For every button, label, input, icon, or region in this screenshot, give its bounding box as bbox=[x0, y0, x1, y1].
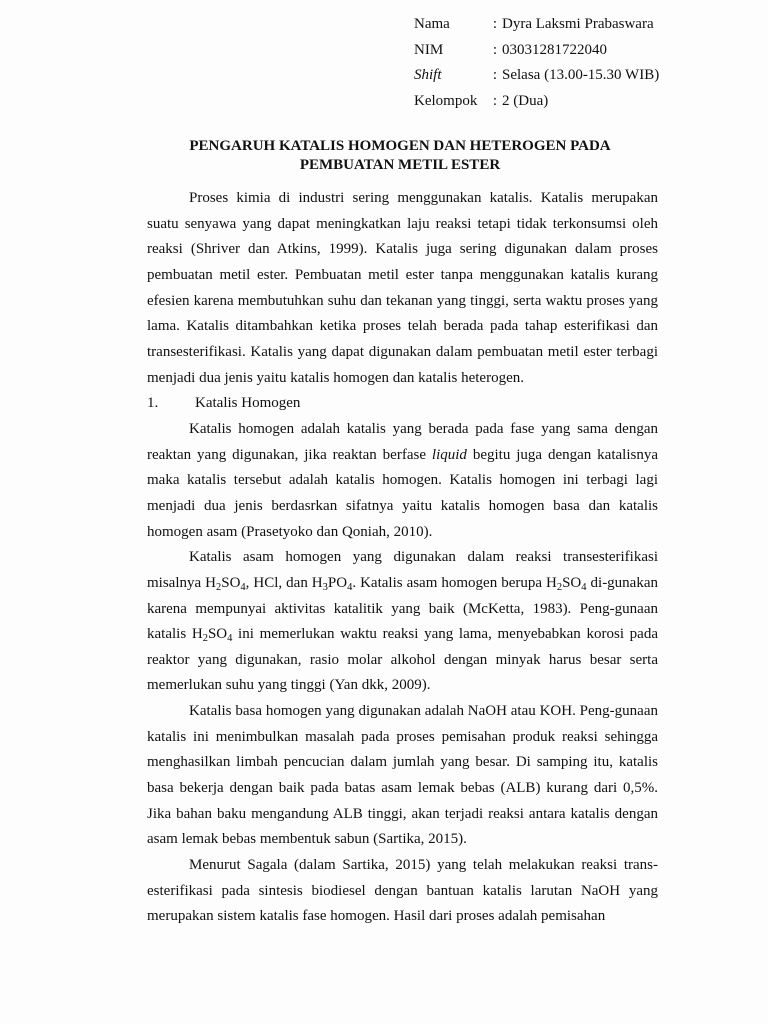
subscript: 4 bbox=[240, 581, 246, 593]
subscript: 4 bbox=[581, 581, 587, 593]
document-body bbox=[147, 186, 658, 930]
text-run: SO bbox=[207, 626, 228, 643]
subscript: 2 bbox=[202, 633, 208, 645]
info-row-nim bbox=[414, 38, 659, 64]
info-value: 03031281722040 bbox=[502, 41, 607, 58]
section-number: 1. bbox=[147, 395, 159, 412]
document-title bbox=[150, 137, 650, 175]
info-separator: : bbox=[492, 92, 498, 109]
info-row-nama bbox=[414, 12, 659, 38]
info-separator: : bbox=[492, 67, 498, 83]
subscript: 2 bbox=[556, 581, 563, 593]
info-value: 2 (Dua) bbox=[502, 92, 549, 109]
info-value: Dyra Laksmi Prabaswara bbox=[502, 16, 654, 32]
paragraph-base-catalyst: Katalis basa homogen yang digunakan adalah NaOH atau KOH. Peng-gunaan katalis ini menimbulkan masalah pada proses pemisahan produk reaksi sehingga menghasilkan limbah pencucian dalam jumlah yang besar. Di samping itu, katalis basa bekerja dengan baik pada batas asam lemak bebas (ALB) kurang dari 0,5%. Jika bahan baku mengandung ALB tinggi, akan terjadi reaksi antara katalis dengan asam lemak bebas membentuk sabun (Sartika, 2015). bbox=[147, 703, 658, 848]
info-label: Nama bbox=[414, 16, 450, 32]
text-run: SO bbox=[562, 574, 582, 591]
text-run: Katalis asam homogen yang digunakan dalam reaksi transesterifikasi misalnya H bbox=[147, 549, 658, 591]
section-label: Katalis Homogen bbox=[195, 395, 301, 412]
paragraph-acid-catalyst bbox=[147, 545, 658, 699]
info-label: Kelompok bbox=[414, 92, 478, 109]
text-run: di-gunakan karena mempunyai aktivitas katalitik yang baik (McKetta, 1983). Peng-gunaan katalis H bbox=[147, 574, 659, 643]
subscript: 4 bbox=[347, 581, 353, 593]
text-run: ini memerlukan waktu reaksi yang lama, menyebabkan korosi pada reaktor yang digunakan, rasio molar alkohol dengan minyak harus besar serta memerlukan suhu yang tinggi (Yan dkk, 2009). bbox=[147, 626, 658, 694]
text-run: begitu juga dengan katalisnya maka katalis tersebut adalah katalis homogen. Katalis homogen ini terbagi lagi menjadi dua jenis berdasrkan sifatnya yaitu katalis homogen basa dan katalis homogen asam (Prasetyoko dan Qoniah, 2010). bbox=[147, 446, 658, 540]
info-value: Selasa (13.00-15.30 WIB) bbox=[502, 67, 660, 83]
text-run: Katalis homogen adalah katalis yang berada pada fase yang sama dengan reaktan yang digunakan, jika reaktan berfase bbox=[147, 420, 658, 463]
info-separator: : bbox=[492, 41, 498, 58]
text-run: PO bbox=[327, 574, 348, 591]
subscript: 4 bbox=[227, 633, 233, 645]
italic-term: liquid bbox=[431, 446, 467, 463]
text-run: . Katalis asam homogen berupa H bbox=[352, 574, 557, 591]
info-separator: : bbox=[492, 16, 498, 32]
title-line: PENGARUH KATALIS HOMOGEN DAN HETEROGEN PADA bbox=[189, 138, 611, 154]
info-row-kelompok bbox=[414, 89, 659, 115]
student-info bbox=[414, 12, 659, 114]
paragraph-sagala: Menurut Sagala (dalam Sartika, 2015) yang telah melakukan reaksi trans-esterifikasi pada sintesis biodiesel dengan bantuan katalis larutan NaOH yang merupakan sistem katalis fase homogen. Hasil dari proses adalah pemisahan bbox=[147, 857, 658, 925]
section-heading bbox=[147, 391, 658, 417]
subscript: 3 bbox=[322, 581, 328, 593]
paragraph-homogeneous-definition bbox=[147, 417, 658, 545]
title-line: PEMBUATAN METIL ESTER bbox=[299, 157, 501, 173]
subscript: 2 bbox=[215, 581, 222, 593]
text-run: SO bbox=[221, 574, 241, 591]
info-label: Shift bbox=[414, 67, 442, 83]
info-row-shift bbox=[414, 63, 659, 89]
info-label: NIM bbox=[414, 41, 444, 58]
text-run: , HCl, dan H bbox=[245, 574, 323, 591]
paragraph-intro: Proses kimia di industri sering menggunakan katalis. Katalis merupakan suatu senyawa yang dapat meningkatkan laju reaksi tetapi tidak terkonsumsi oleh reaksi (Shriver dan Atkins, 1999). Katalis juga sering digunakan dalam proses pembuatan metil ester. Pembuatan metil ester tanpa menggunakan katalis kurang efesien karena membutuhkan suhu dan tekanan yang tinggi, serta waktu proses yang lama. Katalis ditambahkan ketika proses telah berada pada tahap esterifikasi dan transesterifikasi. Katalis yang dapat digunakan dalam pembuatan metil ester terbagi menjadi dua jenis yaitu katalis homogen dan katalis heterogen. bbox=[147, 190, 658, 386]
